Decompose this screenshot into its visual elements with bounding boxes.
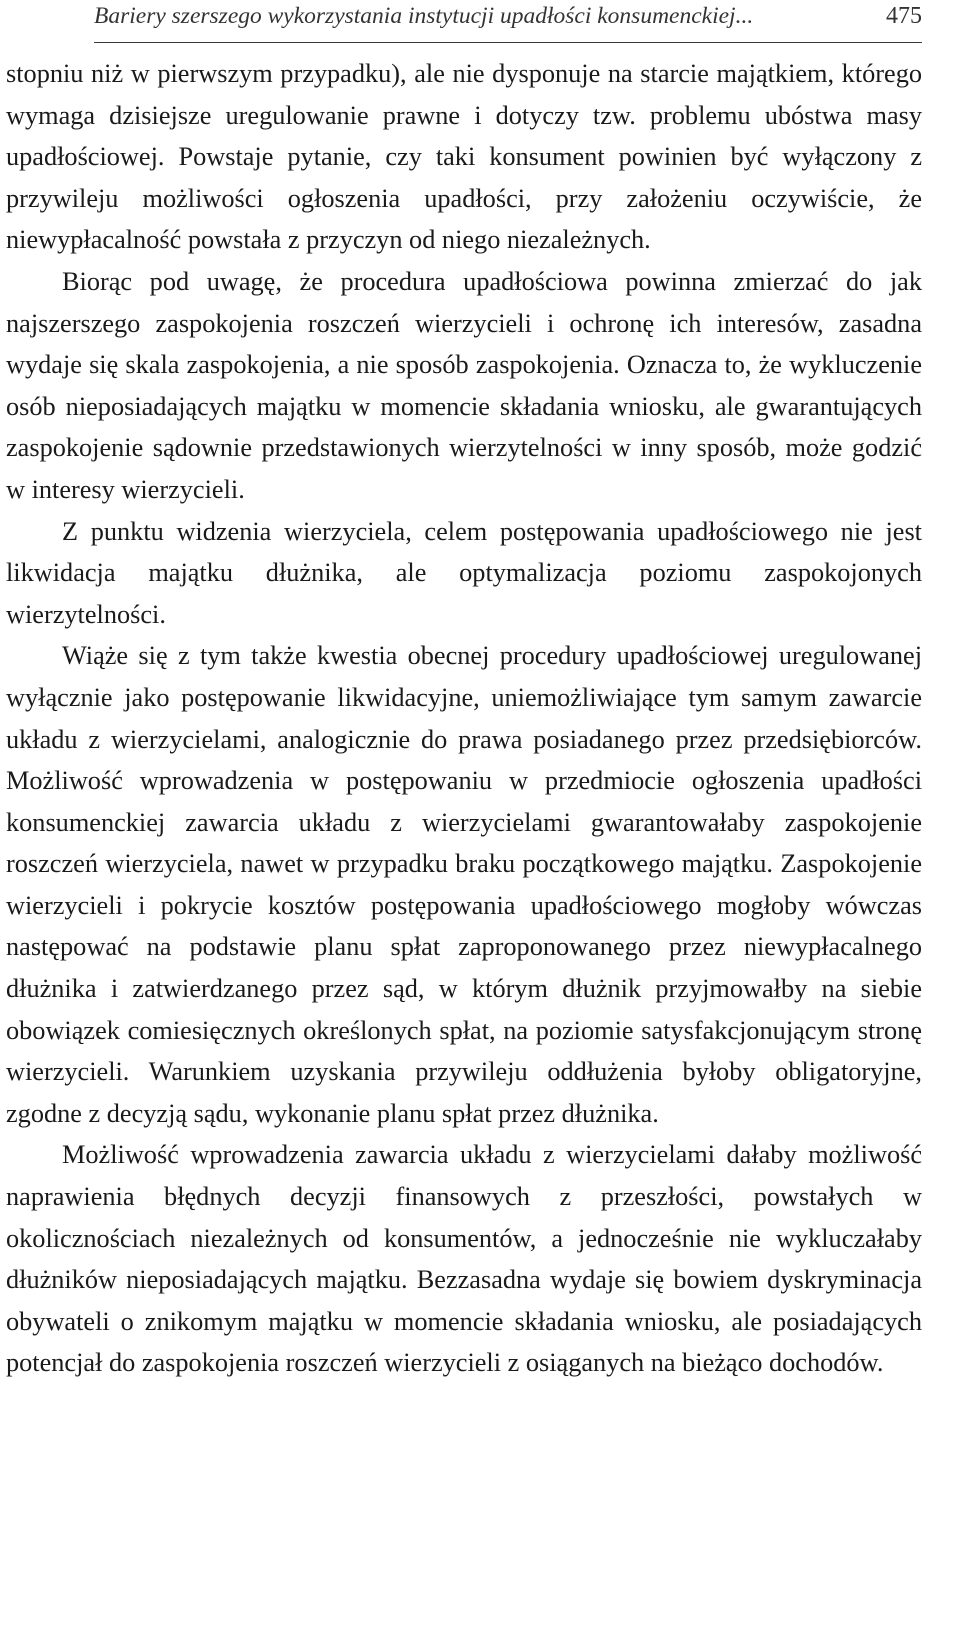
running-header [94,0,922,43]
book-page [6,0,922,1384]
paragraph: Możliwość wprowadzenia zawarcia układu z wierzycielami dałaby możliwość naprawienia błędnych decyzji finansowych z przeszłości, powstałych w okolicznościach niezależnych od konsumentów, a jednocześnie nie wykluczałaby dłużników nieposiadających majątku. Bezzasadna wydaje się bowiem dyskryminacja obywateli o znikomym majątku w momencie składania wniosku, ale posiadających potencjał do zaspokojenia roszczeń wierzycieli z osiąganych na bieżąco dochodów. [6,1140,922,1378]
paragraph: Wiąże się z tym także kwestia obecnej procedury upadłościowej uregulowanej wyłącznie jako postępowanie likwidacyjne, uniemożliwiające tym samym zawarcie układu z wierzycielami, analogicznie do prawa posiadanego przez przedsiębiorców. Możliwość wprowadzenia w postępowaniu w przedmiocie ogłoszenia upadłości konsumenckiej zawarcia układu z wierzycielami gwarantowałaby zaspokojenie roszczeń wierzyciela, nawet w przypadku braku początkowego majątku. Zaspokojenie wierzycieli i pokrycie kosztów postępowania upadłościowego mogłoby wówczas następować na podstawie planu spłat zaproponowanego przez niewypłacalnego dłużnika i zatwierdzanego przez sąd, w którym dłużnik przyjmowałby na siebie obowiązek comiesięcznych określonych spłat, na poziomie satysfakcjonującym stronę wierzycieli. Warunkiem uzyskania przywileju oddłużenia byłoby obligatoryjne, zgodne z decyzją sądu, wykonanie planu spłat przez dłużnika. [6,641,922,1128]
paragraph-continued: stopniu niż w pierwszym przypadku), ale nie dysponuje na starcie majątkiem, którego wymaga dzisiejsze uregulowanie prawne i dotyczy tzw. problemu ubóstwa masy upadłościowej. Powstaje pytanie, czy taki konsument powinien być wyłączony z przywileju możliwości ogłoszenia upadłości, przy założeniu oczywiście, że niewypłacalność powstała z przyczyn od niego niezależnych. [6,59,922,255]
paragraph: Z punktu widzenia wierzyciela, celem postępowania upadłościowego nie jest likwidacja majątku dłużnika, ale optymalizacja poziomu zaspokojonych wierzytelności. [6,516,922,629]
paragraph: Biorąc pod uwagę, że procedura upadłościowa powinna zmierzać do jak najszerszego zaspokojenia roszczeń wierzycieli i ochronę ich interesów, zasadna wydaje się skala zaspokojenia, a nie sposób zaspokojenia. Oznacza to, że wykluczenie osób nieposiadających majątku w momencie składania wniosku, ale gwarantujących zaspokojenie sądownie przedstawionych wierzytelności w inny sposób, może godzić w interesy wierzycieli. [6,266,922,504]
body-text [6,53,922,1384]
page-number: 475 [886,3,922,29]
running-title: Bariery szerszego wykorzystania instytucji upadłości konsumenckiej... [94,3,754,29]
